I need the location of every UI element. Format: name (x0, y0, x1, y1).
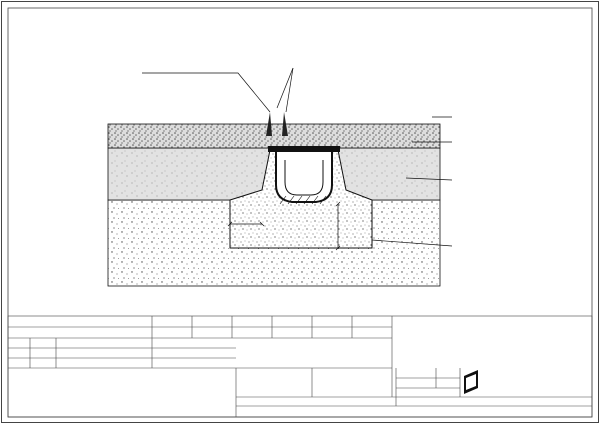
gravel-bed (108, 124, 440, 148)
hauraton-logo (464, 370, 478, 394)
channel-body (276, 150, 332, 202)
channel-grate (268, 146, 340, 152)
note-box (10, 369, 234, 397)
title-block-grid (8, 316, 592, 417)
